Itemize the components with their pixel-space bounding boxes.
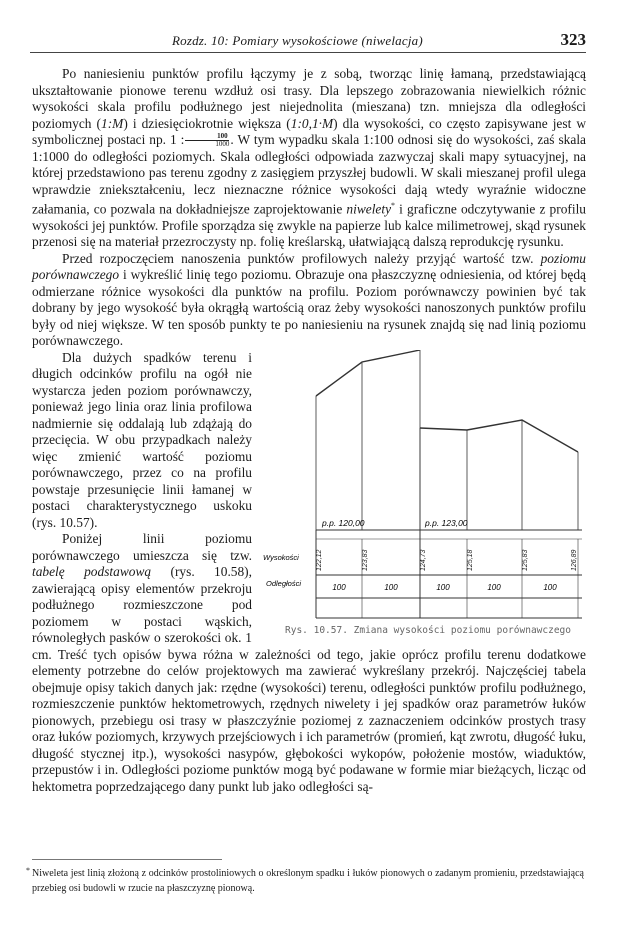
profile-diagram bbox=[260, 350, 586, 620]
height-value: 124,73 bbox=[420, 549, 427, 571]
page-number: 323 bbox=[560, 30, 586, 49]
footnote-divider bbox=[32, 859, 222, 860]
distances-row-label: Odległości bbox=[266, 578, 302, 588]
distance-value: 100 bbox=[543, 582, 557, 592]
paragraph-2: Przed rozpoczęciem nanoszenia punktów profilowych należy przyjąć wartość tzw. poziomu porównawczego i wykreślić linię tego poziomu. Obrazuje ona płaszczyznę odniesienia, od której będą odmierzane różnice wysokości dla punktów na profilu. Poziom porównawczy powinien być tak dobrany by jego wysokość była okrągłą wartością oraz żeby wysokości nanoszonych punktów profilu były od niej większe. W ten sposób punkty te po naniesieniu na rysunek znajdą się nad linią poziomu porównawczego. bbox=[32, 250, 586, 349]
heights-row-label: Wysokości bbox=[263, 552, 299, 562]
distance-value: 100 bbox=[487, 582, 501, 592]
footnote-mark: * bbox=[26, 866, 30, 875]
paragraph-1: Po naniesieniu punktów profilu łączymy je z sobą, tworząc linię łamaną, przedstawiającą ukształtowanie pionowe terenu wzdłuż osi trasy. Dla lepszego zobrazowania niewielkich różnic wysokości skala profilu podłużnego jest niejednolita (mieszana) tzn. mniejsza dla odległości poziomych (1:M) i dziesięciokrotnie większa (1:0,1·M) dla wysokości, co często zapisywane jest w symbolicznej postaci np. 1 : $\frac{100}{1000}$ . W tym wypadku skala 1:100 odnosi się do wysokości, zaś skala 1:1000 do odległości poziomych. Skala odległości odpowiada zazwyczaj skali mapy sytuacyjnej, na której przedstawiono pas terenu zgodny z zasięgiem przyszłej budowli. W skali mieszanej profil ulega wprawdzie zniekształceniu, lecz nieznaczne różnice wysokości dają wtedy wyraźnie widoczne załamania, co pozwala na dokładniejsze zaprojektowanie niwelety* i graficzne odczytywanie z profilu wysokości jej punktów. Profile sporządza się zwykle na papierze lub kalce milimetrowej, skąd rysunek przenosi się na materiał przezroczysty np. folię kreślarską, ułatwiającą dalszą reprodukcję rysunku. bbox=[32, 66, 587, 250]
running-head: Rozdz. 10: Pomiary wysokościowe (niwelacja) bbox=[172, 33, 423, 48]
comparison-level-left: p.p. 120,00 bbox=[322, 517, 365, 528]
footnote-text: Niweleta jest linią złożoną z odcinków prostoliniowych o określonym spadku i łuków pionowych o zadanym promieniu, przedstawiającą przebieg osi budowli w rzucie na płaszczyznę pionową. bbox=[32, 868, 584, 894]
height-value: 125,18 bbox=[467, 549, 474, 571]
figure-10-57 bbox=[260, 350, 586, 640]
paragraph-3: Dla dużych spadków terenu i długich odcinków profilu na ogół nie wystarcza jeden poziom porównawczy, ponieważ jego linia oraz linia profilowa nadmiernie się oddalają lub zdążają do przecięcia. W obu przypadkach należy więc zmienić wartość poziomu porównawczego, przez co na profilu powstaje przesunięcie linii łamanej w postaci charakterystycznego uskoku (rys. 10.57). bbox=[32, 349, 252, 530]
page-header bbox=[30, 30, 586, 53]
distance-value: 100 bbox=[384, 582, 398, 592]
distance-value: 100 bbox=[332, 582, 346, 592]
footnote bbox=[26, 866, 584, 896]
footnote-ref: * bbox=[391, 201, 396, 210]
paragraph-4: Poniżej linii poziomu porównawczego umieszcza się tzw. tabelę podstawową (rys. 10.58), zawierającą opisy elementów przekroju podłużnego rozmieszczone pod poziomem w postaci wąskich, równoległych pasków o szerokości ok. 1 cm. Treść tych opisów bywa różna w zależności od tego, jakie oprócz profilu terenu dodatkowe elementy potrzebne do celów projektowych ma zawierać wykreślany przekrój. Najczęściej tabela obejmuje opisy takich danych jak: rzędne (wysokości) terenu, odległości punktów profilu podłużnego, rozmieszczenie punktów hektometrowych, rzędnych niwelety i jej spadków oraz parametrów łuków pionowych, przebiegu osi trasy w płaszczyźnie poziomej z zaznaczeniem odcinków prostych trasy oraz łuków poziomych, krzywych przejściowych i ich parametrów (promień, kąt zwrotu, długość łuku, długość stycznej itp.), wysokości nasypów, głębokości wykopów, położenie mostów, wiaduktów, przepustów i in. Odległości poziome punktów mogą być podawane w formie miar bieżących, licząc od hektometra poprzedzającego dany punkt lub jako odległości są- bbox=[32, 531, 586, 794]
height-value: 126,89 bbox=[571, 549, 578, 571]
height-value: 123,83 bbox=[362, 549, 369, 571]
figure-caption: Rys. 10.57. Zmiana wysokości poziomu porównawczego bbox=[285, 624, 571, 636]
height-value: 122,12 bbox=[316, 549, 323, 571]
body-text bbox=[32, 66, 586, 795]
height-value: 125,83 bbox=[522, 549, 529, 571]
comparison-level-right: p.p. 123,00 bbox=[425, 517, 468, 528]
scale-fraction: $\frac{100}{1000}$ bbox=[185, 133, 229, 148]
distance-value: 100 bbox=[436, 582, 450, 592]
